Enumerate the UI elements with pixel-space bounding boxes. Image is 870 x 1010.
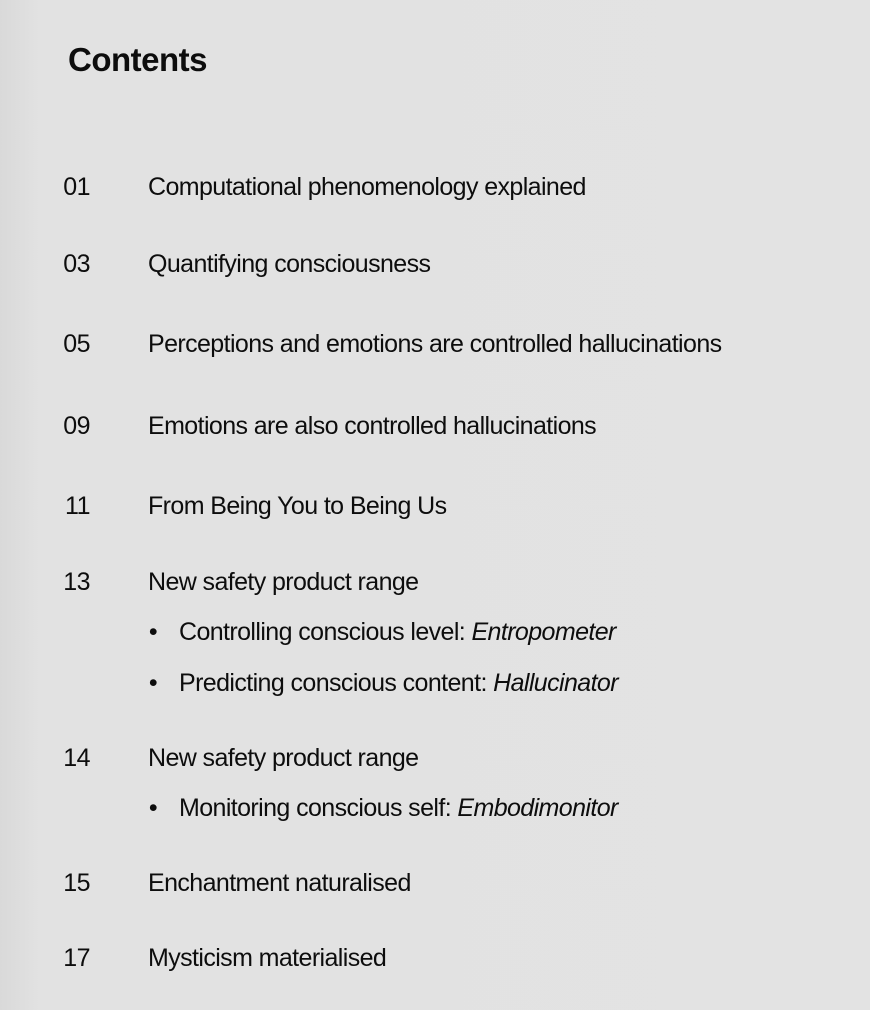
bullet-icon: • [148,618,158,646]
bullet-icon: • [148,794,158,822]
page-number: 14 [63,744,90,772]
entry-title[interactable]: Quantifying consciousness [148,250,431,278]
entry-title[interactable]: Perceptions and emotions are controlled hallucinations [148,330,722,358]
sub-item-text: Monitoring conscious self: [179,794,458,822]
toc-entry[interactable] [0,565,870,601]
toc-entry[interactable] [0,247,870,283]
entry-title[interactable]: Computational phenomenology explained [148,173,586,201]
page-number: 03 [63,250,90,278]
entry-title[interactable]: Mysticism materialised [148,944,387,972]
product-name: Hallucinator [493,669,618,697]
bullet-icon: • [148,669,158,697]
toc-entry[interactable] [0,741,870,777]
sub-item-text: Predicting conscious content: [179,669,494,697]
entry-title[interactable]: Emotions are also controlled hallucinations [148,412,597,440]
toc-entry[interactable] [0,866,870,902]
page-number: 13 [63,568,90,596]
page-number: 05 [63,330,90,358]
entry-title[interactable]: Enchantment naturalised [148,869,411,897]
page-number: 17 [63,944,90,972]
entry-title[interactable]: New safety product range [148,568,419,596]
toc-entry[interactable] [0,941,870,977]
entry-title[interactable]: New safety product range [148,744,419,772]
toc-entry[interactable] [0,409,870,445]
product-name: Embodimonitor [457,794,618,822]
sub-item-text: Controlling conscious level: [179,618,472,646]
page-number: 15 [63,869,90,897]
toc-entry[interactable] [0,489,870,525]
product-name: Entropometer [471,618,616,646]
contents-heading: Contents [68,41,207,78]
page-number: 01 [63,173,90,201]
toc-entry[interactable] [0,170,870,206]
entry-title[interactable]: From Being You to Being Us [148,492,447,520]
toc-entry[interactable] [0,327,870,363]
page-number: 11 [65,492,90,520]
page-number: 09 [63,412,90,440]
